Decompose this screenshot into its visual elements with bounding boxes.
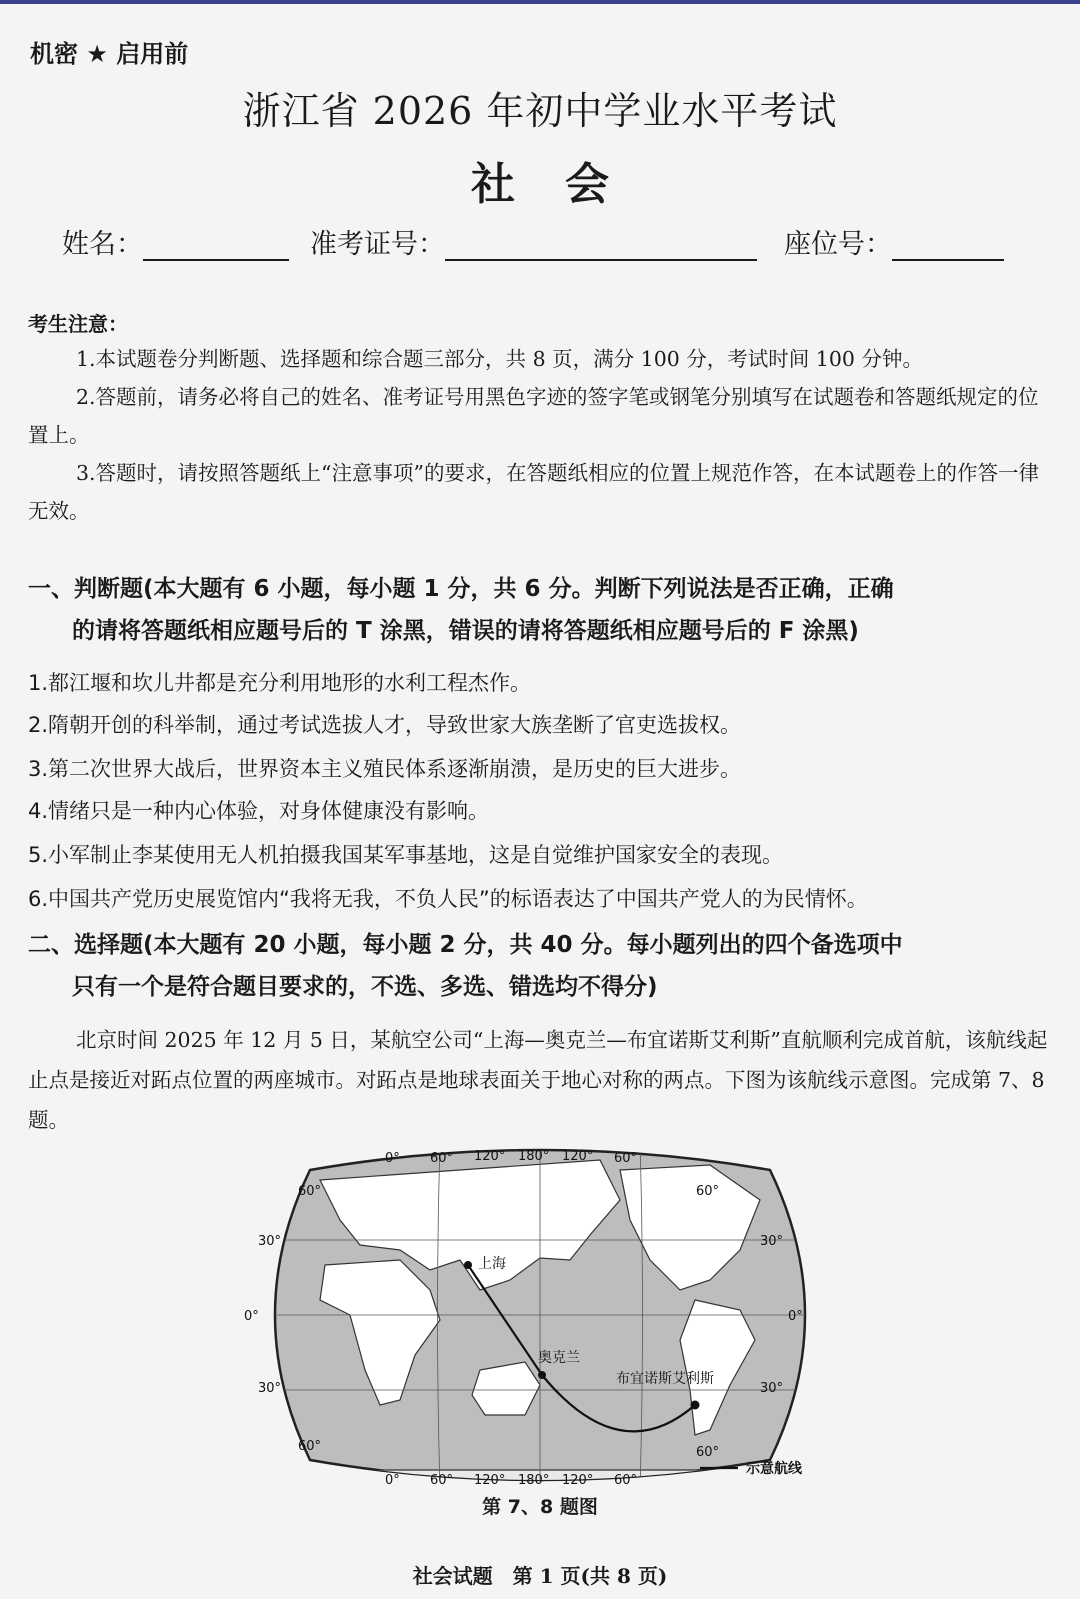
notice-item-2: 2.答题前，请务必将自己的姓名、准考证号用黑色字迹的签字笔或钢笔分别填写在试题卷和答题纸规定的位置上。 [28, 385, 1039, 447]
name-field[interactable] [62, 222, 289, 261]
right-lat-1: 30° [760, 1234, 784, 1249]
right-lat-3: 30° [760, 1381, 784, 1396]
subject-title: 社会 [471, 159, 659, 210]
confidential-label: 机密 ★ 启用前 [30, 40, 189, 68]
section1-heading: 一、判断题(本大题有 6 小题，每小题 1 分，共 6 分。判断下列说法是否正确，正确 的请将答题纸相应题号后的 T 涂黑，错误的请将答题纸相应题号后的 F 涂黑) [28, 576, 894, 644]
auckland-dot [538, 1371, 546, 1379]
question-4: 4.情绪只是一种内心体验，对身体健康没有影响。 [28, 799, 490, 823]
top-lon-3: 180° [518, 1149, 550, 1164]
bottom-lon-4: 120° [562, 1473, 594, 1488]
buenos-aires-dot [691, 1401, 700, 1410]
top-lon-1: 60° [430, 1151, 454, 1166]
left-lat-2: 0° [244, 1309, 259, 1324]
seat-label: 座位号： [784, 229, 892, 260]
right-lat-4: 60° [696, 1445, 720, 1460]
question-7-8-intro: 北京时间 2025 年 12 月 5 日，某航空公司“上海—奥克兰—布宜诺斯艾利斯”直航顺利完成首航，该航线起止点是接近对跖点位置的两座城市。对跖点是地球表面关于地心对称的两点。下图为该航线示意图。完成第 7、8 题。 [28, 1028, 1048, 1132]
name-blank[interactable] [143, 233, 289, 261]
exam-id-field[interactable] [310, 222, 757, 261]
top-lon-5: 60° [614, 1151, 638, 1166]
bottom-lon-2: 120° [474, 1473, 506, 1488]
buenos-aires-label: 布宜诺斯艾利斯 [616, 1371, 714, 1387]
legend-label: 示意航线 [746, 1461, 802, 1477]
question-5: 5.小军制止李某使用无人机拍摄我国某军事基地，这是自觉维护国家安全的表现。 [28, 843, 784, 867]
left-lat-0: 60° [298, 1184, 322, 1199]
notice-item-1: 1.本试题卷分判断题、选择题和综合题三部分，共 8 页，满分 100 分，考试时间 100 分钟。 [76, 347, 923, 371]
exam-id-label: 准考证号： [310, 229, 445, 260]
top-rule [0, 0, 1080, 4]
seat-field[interactable] [784, 222, 1004, 261]
top-lon-4: 120° [562, 1149, 594, 1164]
left-lat-3: 30° [258, 1381, 282, 1396]
question-1: 1.都江堰和坎儿井都是充分利用地形的水利工程杰作。 [28, 671, 532, 695]
exam-id-blank[interactable] [445, 233, 757, 261]
question-3: 3.第二次世界大战后，世界资本主义殖民体系逐渐崩溃，是历史的巨大进步。 [28, 757, 742, 781]
name-label: 姓名： [62, 229, 143, 260]
top-lon-0: 0° [385, 1151, 400, 1166]
notice-item-3: 3.答题时，请按照答题纸上“注意事项”的要求，在答题纸相应的位置上规范作答，在本试题卷上的作答一律无效。 [28, 461, 1040, 523]
bottom-lon-3: 180° [518, 1473, 550, 1488]
auckland-label: 奥克兰 [538, 1350, 580, 1366]
route-map [240, 1140, 840, 1490]
top-lon-2: 120° [474, 1149, 506, 1164]
left-lat-4: 60° [298, 1439, 322, 1454]
bottom-lon-5: 60° [614, 1473, 638, 1488]
exam-title: 浙江省 2026 年初中学业水平考试 [242, 89, 838, 133]
bottom-lon-0: 0° [385, 1473, 400, 1488]
bottom-lon-1: 60° [430, 1473, 454, 1488]
right-lat-0: 60° [696, 1184, 720, 1199]
notice-heading: 考生注意： [28, 312, 128, 336]
map-caption: 第 7、8 题图 [482, 1496, 598, 1518]
shanghai-label: 上海 [478, 1256, 506, 1272]
section2-heading: 二、选择题(本大题有 20 小题，每小题 2 分，共 40 分。每小题列出的四个备选项中 只有一个是符合题目要求的，不选、多选、错选均不得分) [28, 932, 903, 1000]
right-lat-2: 0° [788, 1309, 803, 1324]
question-2: 2.隋朝开创的科举制，通过考试选拔人才，导致世家大族垄断了官吏选拔权。 [28, 713, 742, 737]
shanghai-dot [464, 1261, 472, 1269]
page-footer: 社会试题 第 1 页(共 8 页) [412, 1564, 668, 1588]
left-lat-1: 30° [258, 1234, 282, 1249]
seat-blank[interactable] [892, 233, 1004, 261]
question-6: 6.中国共产党历史展览馆内“我将无我，不负人民”的标语表达了中国共产党人的为民情怀。 [28, 887, 868, 911]
